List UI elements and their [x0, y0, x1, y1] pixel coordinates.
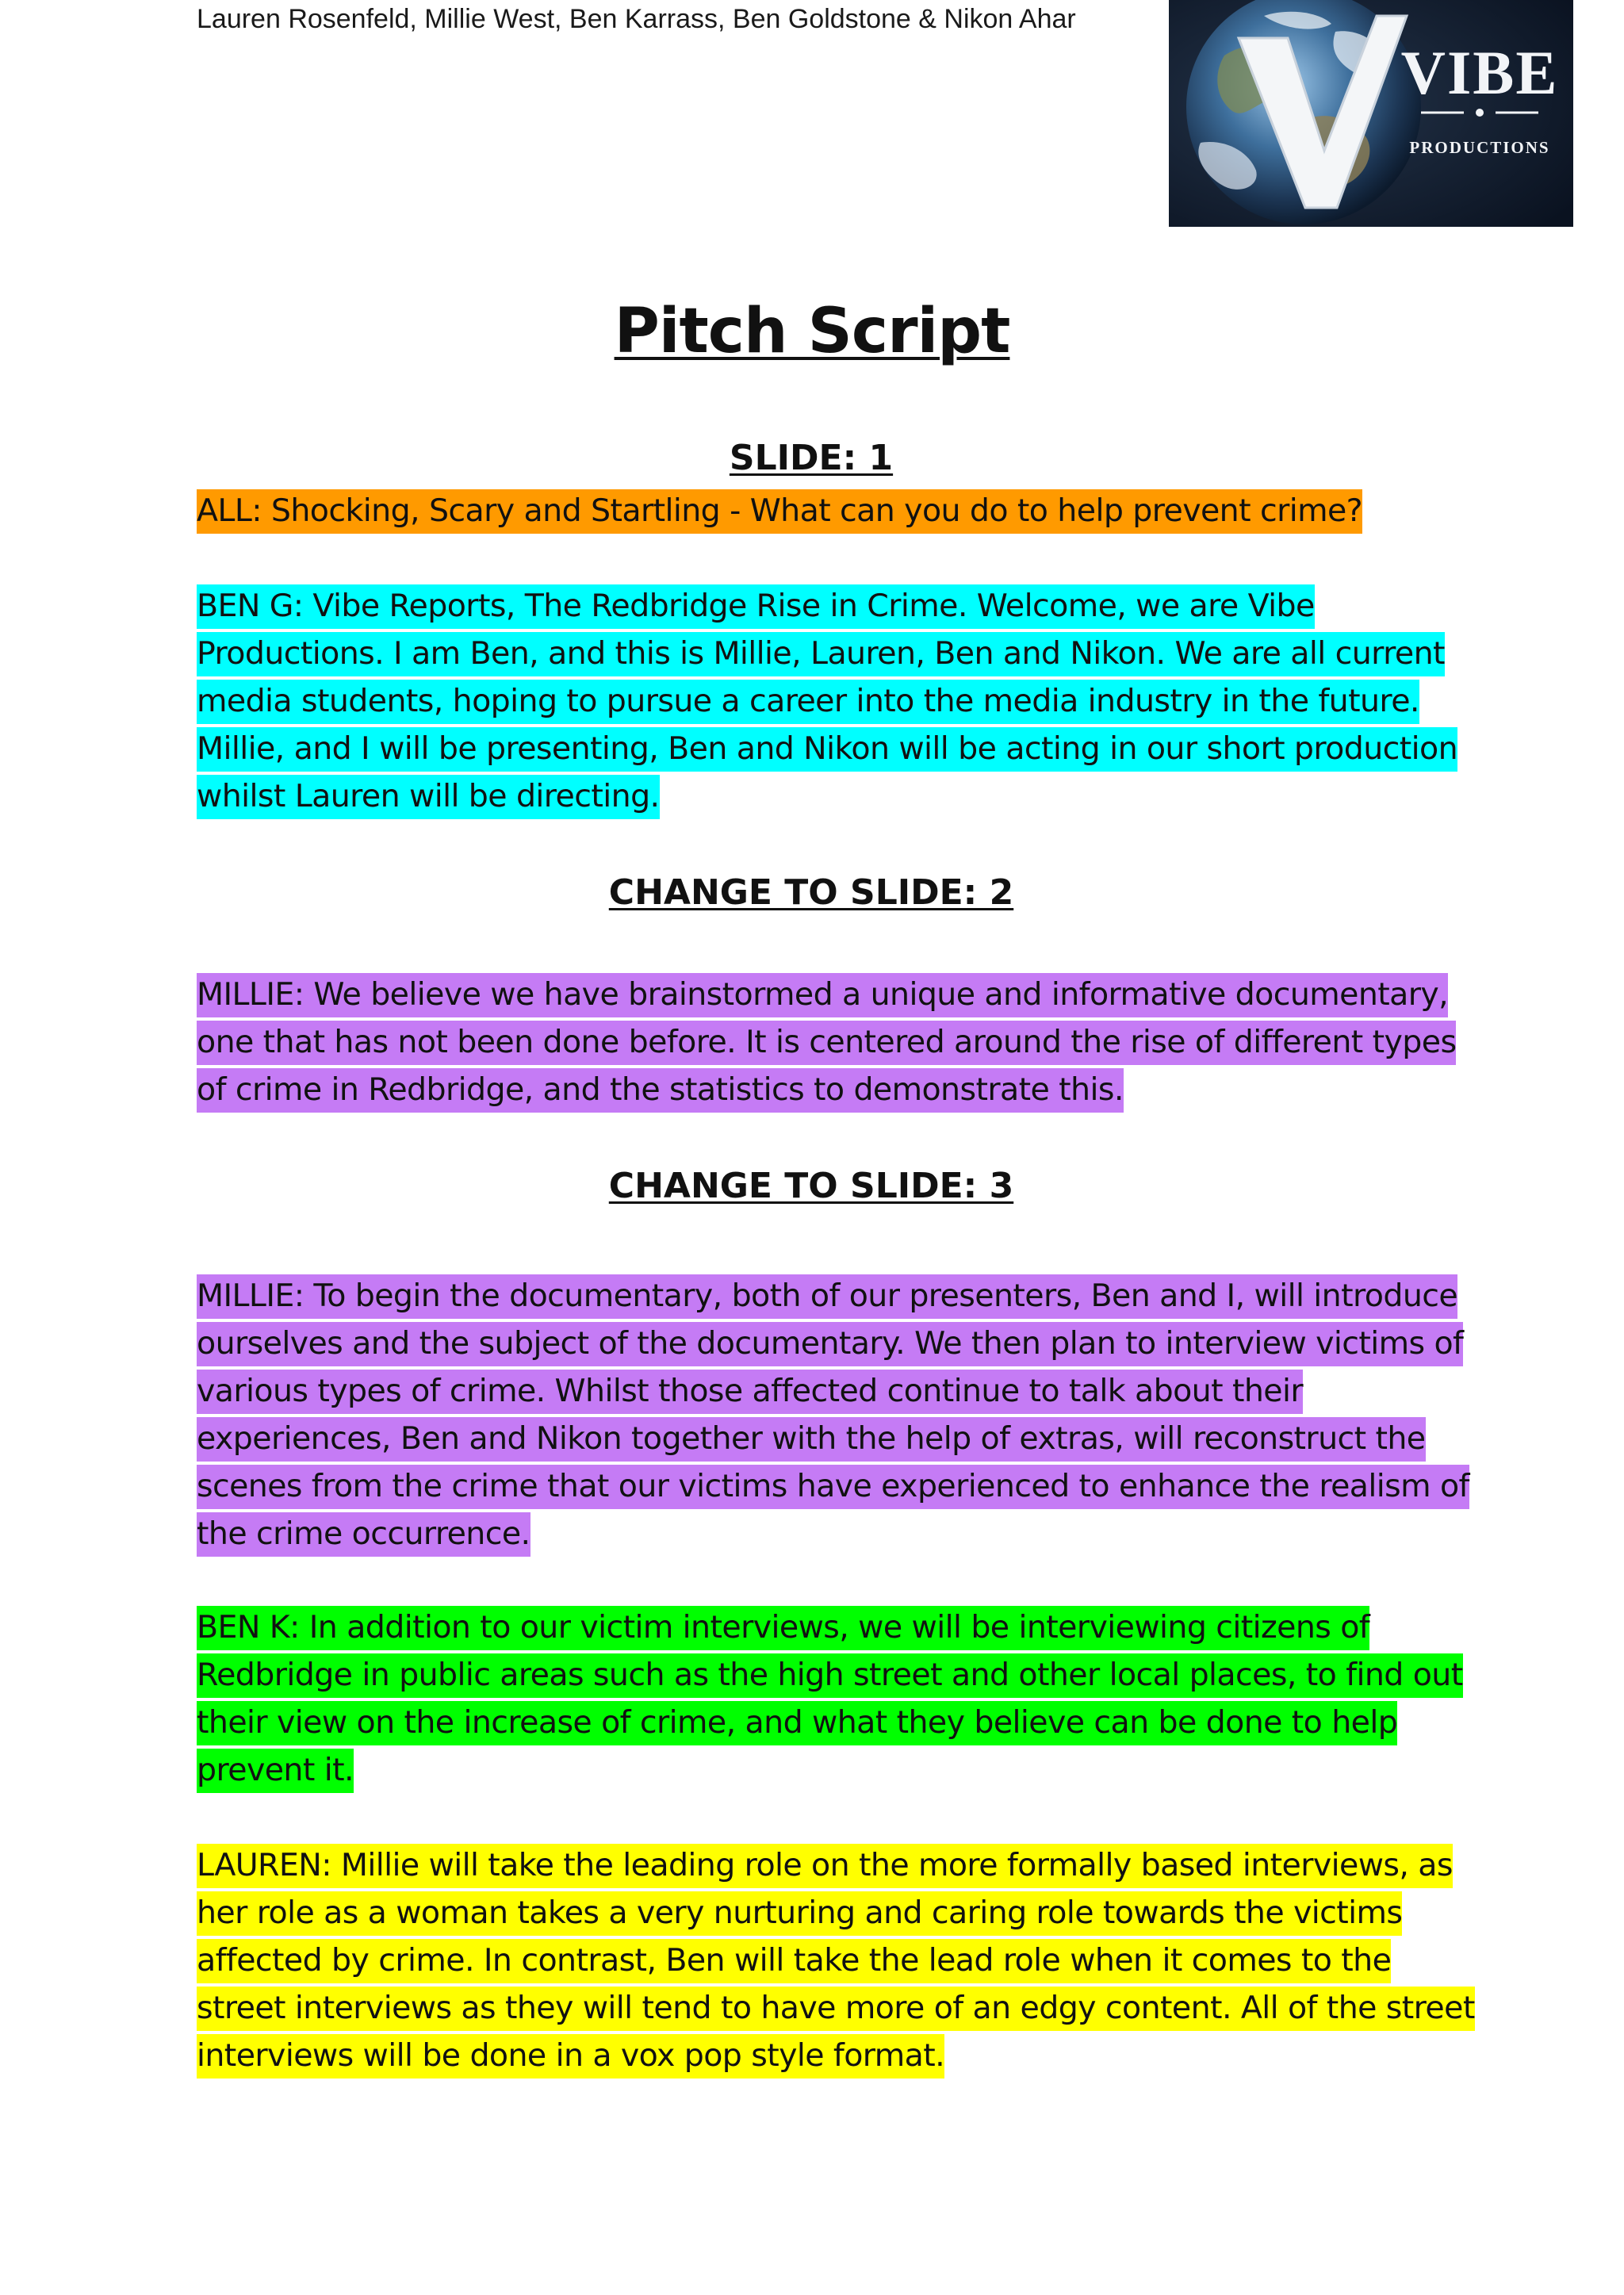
paragraph-line: [197, 630, 1445, 677]
paragraph-line: [197, 2032, 1434, 2079]
highlighted-text: their view on the increase of crime, and what they believe can be done to help: [197, 1701, 1397, 1745]
highlighted-text: scenes from the crime that our victims have experienced to enhance the realism of: [197, 1465, 1469, 1509]
paragraph-line: [197, 1066, 1434, 1113]
logo-subword: PRODUCTIONS: [1409, 138, 1550, 157]
highlighted-text: MILLIE: To begin the documentary, both of our presenters, Ben and I, will introduce: [197, 1274, 1457, 1319]
highlighted-text: street interviews as they will tend to have more of an edgy content. All of the street: [197, 1987, 1475, 2031]
millie-slide-2-paragraph: [197, 971, 1457, 1113]
paragraph-line: [197, 1984, 1475, 2032]
paragraph-line: [197, 1603, 1434, 1651]
paragraph-line: [197, 677, 1434, 725]
paragraph-line: [197, 1651, 1463, 1699]
paragraph-line: [197, 1462, 1469, 1510]
vibe-productions-logo: [1169, 0, 1573, 227]
paragraph-line: [197, 1018, 1457, 1066]
slide-1-heading-text: SLIDE: 1: [729, 438, 894, 478]
highlighted-text: one that has not been done before. It is centered around the rise of different types: [197, 1021, 1456, 1065]
highlighted-text: Redbridge in public areas such as the high street and other local places, to find out: [197, 1653, 1463, 1698]
paragraph-line: [197, 1415, 1434, 1462]
slide-1-heading: [197, 436, 1426, 481]
paragraph-line: [197, 1367, 1434, 1415]
highlighted-text: experiences, Ben and Nikon together with the help of extras, will reconstruct the: [197, 1417, 1426, 1462]
highlighted-text: BEN K: In addition to our victim interviews, we will be interviewing citizens of: [197, 1606, 1369, 1650]
paragraph-line: [197, 1699, 1434, 1746]
slide-2-heading-text: CHANGE TO SLIDE: 2: [608, 872, 1014, 913]
paragraph-line: [197, 582, 1434, 630]
paragraph-line: [197, 1272, 1458, 1320]
paragraph-line: [197, 487, 1434, 534]
paragraph-line: [197, 1320, 1464, 1367]
lauren-paragraph: [197, 1841, 1475, 2079]
highlighted-text: LAUREN: Millie will take the leading role on the more formally based interviews, as: [197, 1844, 1453, 1888]
highlighted-text: various types of crime. Whilst those affected continue to talk about their: [197, 1370, 1303, 1414]
highlighted-text: whilst Lauren will be directing.: [197, 775, 660, 819]
highlighted-text: ourselves and the subject of the documentary. We then plan to interview victims of: [197, 1322, 1463, 1366]
paragraph-line: [197, 1889, 1434, 1937]
highlighted-text: the crime occurrence.: [197, 1512, 530, 1557]
all-intro-paragraph: [197, 487, 1434, 534]
highlighted-text: Millie, and I will be presenting, Ben and Nikon will be acting in our short production: [197, 727, 1457, 772]
highlighted-text: MILLIE: We believe we have brainstormed a unique and informative documentary,: [197, 973, 1448, 1017]
page-title-text: Pitch Script: [614, 296, 1010, 367]
paragraph-line: [197, 725, 1458, 772]
highlighted-text: of crime in Redbridge, and the statistics to demonstrate this.: [197, 1068, 1124, 1113]
paragraph-line: [197, 772, 1434, 820]
ben-g-paragraph: [197, 582, 1458, 820]
slide-3-heading-text: CHANGE TO SLIDE: 3: [608, 1166, 1014, 1206]
highlighted-text: ALL: Shocking, Scary and Startling - What can you do to help prevent crime?: [197, 489, 1362, 534]
millie-slide-3-paragraph: [197, 1272, 1469, 1557]
highlighted-text: prevent it.: [197, 1749, 354, 1793]
paragraph-line: [197, 1841, 1453, 1889]
paragraph-line: [197, 1937, 1434, 1984]
highlighted-text: BEN G: Vibe Reports, The Redbridge Rise in Crime. Welcome, we are Vibe: [197, 584, 1315, 629]
authors-header: Lauren Rosenfeld, Millie West, Ben Karrass, Ben Goldstone & Nikon Ahar: [197, 4, 1076, 34]
highlighted-text: interviews will be done in a vox pop style format.: [197, 2034, 944, 2079]
highlighted-text: affected by crime. In contrast, Ben will take the lead role when it comes to the: [197, 1939, 1391, 1983]
page-title: [0, 292, 1624, 371]
ben-k-paragraph: [197, 1603, 1463, 1794]
slide-3-heading: [197, 1164, 1426, 1209]
slide-2-heading: [197, 871, 1426, 915]
logo-word: VIBE: [1400, 38, 1559, 107]
highlighted-text: Productions. I am Ben, and this is Millie, Lauren, Ben and Nikon. We are all current: [197, 632, 1445, 676]
highlighted-text: media students, hoping to pursue a career into the media industry in the future.: [197, 680, 1419, 724]
paragraph-line: [197, 1510, 1434, 1557]
paragraph-line: [197, 971, 1449, 1018]
paragraph-line: [197, 1746, 1434, 1794]
highlighted-text: her role as a woman takes a very nurturing and caring role towards the victims: [197, 1891, 1402, 1936]
